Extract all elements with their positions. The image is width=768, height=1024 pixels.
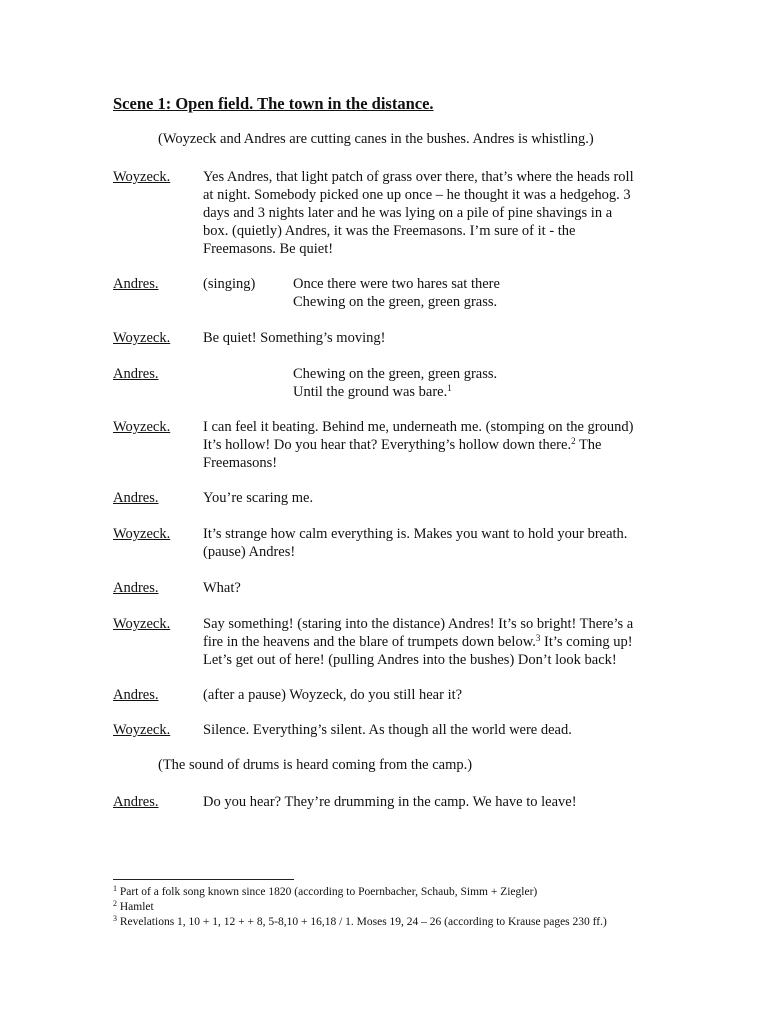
speech-lines — [203, 329, 385, 347]
speaker-name: Andres. — [113, 490, 159, 506]
speech-line: Be quiet! Something’s moving! — [203, 330, 386, 346]
speech-line-text: It’s hollow! Do you hear that? Everything’s hollow down there. — [203, 437, 572, 453]
speech-line: Say something! (staring into the distance) Andres! It’s so bright! There’s a — [203, 616, 634, 632]
speech-line: days and 3 nights later and he was lying on a pile of pine shavings in a — [203, 205, 613, 221]
footnote-ref[interactable]: 2 — [571, 436, 576, 446]
speech-line: box. (quietly) Andres, it was the Freemasons. I’m sure of it - the — [203, 223, 576, 239]
speech-lines — [203, 615, 633, 669]
speech-line: You’re scaring me. — [203, 490, 314, 506]
footnote-number: 3 — [113, 914, 117, 923]
speaker-name: Andres. — [113, 580, 159, 596]
speech-line: Silence. Everything’s silent. As though all the world were dead. — [203, 722, 572, 738]
speech-line: Do you hear? They’re drumming in the camp. We have to leave! — [203, 794, 577, 810]
speech-lines — [203, 525, 627, 561]
speech-lines — [203, 686, 462, 704]
speech-line: Let’s get out of here! (pulling Andres into the bushes) Don’t look back! — [203, 652, 617, 668]
speaker-name: Andres. — [113, 687, 159, 703]
speech-line-text: The — [575, 437, 602, 453]
footnote-text: Revelations 1, 10 + 1, 12 + + 8, 5-8,10 + 16,18 / 1. Moses 19, 24 – 26 (according to Krause pages 230 ff.) — [119, 916, 607, 928]
speech-line-text: fire in the heavens and the blare of trumpets down below. — [203, 634, 536, 650]
speech-lines — [203, 418, 633, 472]
speaker-name: Woyzeck. — [113, 419, 171, 435]
speech-line: Yes Andres, that light patch of grass over there, that’s where the heads roll — [203, 169, 634, 185]
speaker-name: Andres. — [113, 276, 159, 292]
speech-line: (after a pause) Woyzeck, do you still hear it? — [203, 687, 463, 703]
speech-line — [203, 436, 633, 454]
speech-line: I can feel it beating. Behind me, underneath me. (stomping on the ground) — [203, 419, 634, 435]
song-line: Chewing on the green, green grass. — [293, 294, 498, 310]
speech-line — [203, 633, 633, 651]
speaker-name: Andres. — [113, 794, 159, 810]
speech-line: at night. Somebody picked one up once – he thought it was a hedgehog. 3 — [203, 187, 631, 203]
speaker-name: Woyzeck. — [113, 169, 171, 185]
speaker-name: Andres. — [113, 366, 159, 382]
speech-line: It’s strange how calm everything is. Makes you want to hold your breath. — [203, 526, 628, 542]
stage-direction-opening: (Woyzeck and Andres are cutting canes in the bushes. Andres is whistling.) — [158, 131, 594, 147]
speech-line: Freemasons. Be quiet! — [203, 241, 334, 257]
footnote — [113, 885, 607, 900]
song-line-text: Until the ground was bare. — [293, 384, 448, 400]
speech-lines — [203, 721, 572, 739]
footnote-number: 2 — [113, 899, 117, 908]
scene-title: Scene 1: Open field. The town in the distance. — [113, 94, 434, 113]
footnote-text: Part of a folk song known since 1820 (according to Poernbacher, Schaub, Simm + Ziegler) — [119, 886, 538, 898]
footnote-ref[interactable]: 1 — [447, 383, 452, 393]
speech-line: What? — [203, 580, 241, 596]
speech-lines — [203, 579, 241, 597]
song-lines — [293, 365, 497, 401]
song-lines — [293, 275, 500, 311]
footnote-number: 1 — [113, 884, 117, 893]
speech-line-text: It’s coming up! — [540, 634, 633, 650]
speaker-name: Woyzeck. — [113, 526, 171, 542]
speech-lines — [203, 793, 577, 811]
speaker-name: Woyzeck. — [113, 722, 171, 738]
song-line: Once there were two hares sat there — [293, 276, 500, 292]
speech-line: Freemasons! — [203, 455, 278, 471]
footnotes — [113, 885, 607, 930]
song-line — [293, 383, 497, 401]
footnote-divider — [113, 879, 294, 880]
speech-lines — [203, 489, 313, 507]
footnote-ref[interactable]: 3 — [535, 633, 541, 643]
footnote — [113, 900, 607, 915]
stage-direction-inline: (singing) — [203, 276, 256, 292]
song-line: Chewing on the green, green grass. — [293, 366, 498, 382]
footnote — [113, 915, 607, 930]
stage-direction-drums: (The sound of drums is heard coming from the camp.) — [158, 757, 473, 773]
speaker-name: Woyzeck. — [113, 616, 171, 632]
footnote-text: Hamlet — [119, 901, 154, 913]
speech-lines — [203, 168, 634, 258]
speech-line: (pause) Andres! — [203, 544, 296, 560]
speaker-name: Woyzeck. — [113, 330, 171, 346]
